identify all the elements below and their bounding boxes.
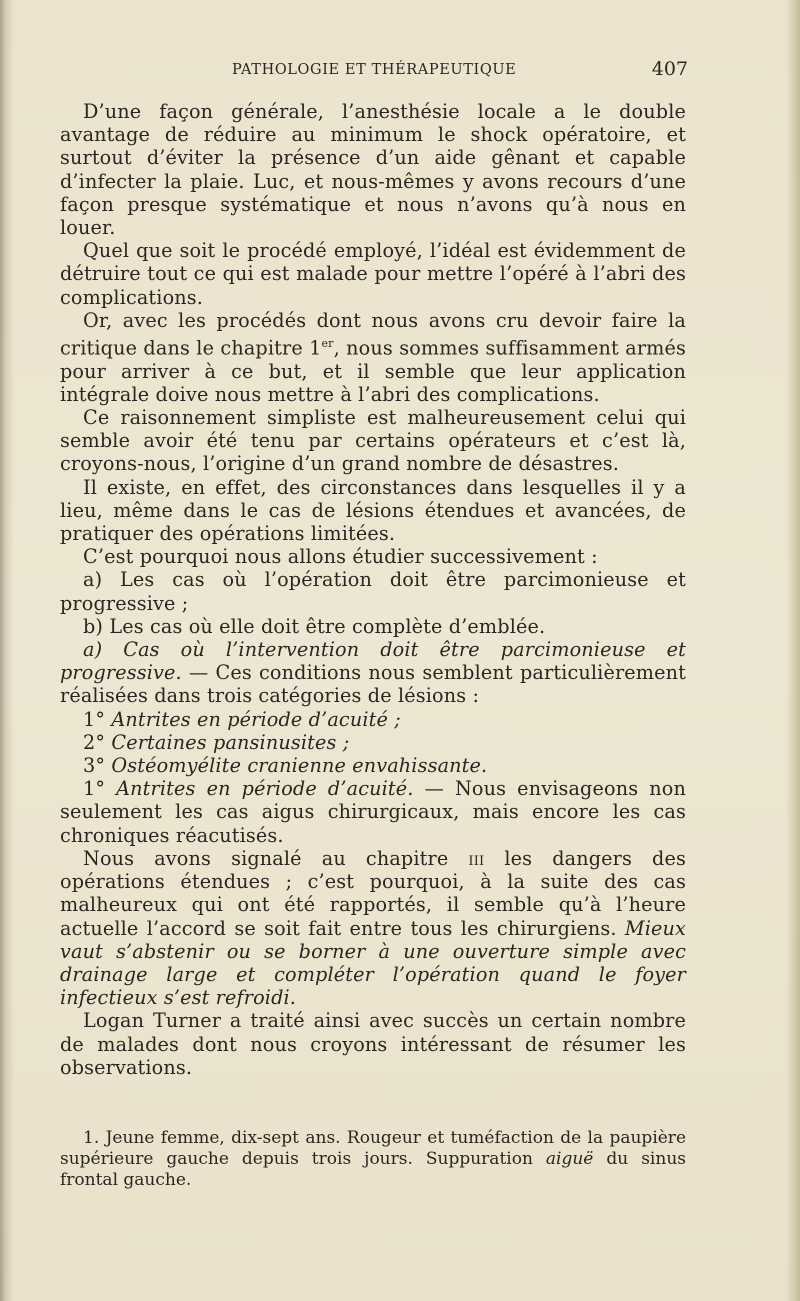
category-item: 1° Antrites en période d’acuité ; bbox=[83, 707, 401, 731]
paragraph: Quel que soit le procédé employé, l’idéal est évidemment de détruire tout ce qui est malade pour mettre l’opéré à l’abri des complications. bbox=[60, 239, 686, 309]
page-edge-shadow bbox=[786, 0, 800, 1301]
emphasis: Mieux vaut s’abstenir ou se borner à une ouverture simple avec drainage large et compléter l’opération quand le foyer infectieux s’est refroidi. bbox=[60, 916, 686, 1010]
running-head: PATHOLOGIE ET THÉRAPEUTIQUE bbox=[232, 62, 517, 78]
category-item: 2° Certaines pansinusites ; bbox=[83, 730, 350, 754]
section-heading-paragraph: a) Cas où l’intervention doit être parcimonieuse et progressive. — Ces conditions nous semblent particulièrement réalisées dans trois catégories de lésions : bbox=[60, 638, 686, 708]
subsection-paragraph: 1° Antrites en période d’acuité. — Nous envisageons non seulement les cas aigus chirurgicaux, mais encore les cas chroniques réacutisés. bbox=[60, 777, 686, 847]
paragraph: Logan Turner a traité ainsi avec succès un certain nombre de malades dont nous croyons intéressant de résumer les observations. bbox=[60, 1009, 686, 1079]
superscript: er bbox=[321, 337, 334, 351]
section-title: Cas où l’intervention doit être parcimonieuse et progressive. bbox=[60, 638, 686, 685]
paragraph: Or, avec les procédés dont nous avons cru devoir faire la critique dans le chapitre 1er, nous sommes suffisamment armés pour arriver à ce but, et il semble que leur application intégrale doive nous mettre à l’abri des complications. bbox=[60, 308, 686, 406]
paragraph: Nous avons signalé au chapitre iii les dangers des opérations étendues ; c’est pourquoi, à la suite des cas malheureux qui ont été rapportés, il semble qu’à l’heure actuelle l’accord se soit fait entre tous les chirurgiens. Mieux vaut s’abstenir ou se borner à une ouverture simple avec drainage large et compléter l’opération quand le foyer infectieux s’est refroidi. bbox=[60, 846, 686, 1010]
paragraph: D’une façon générale, l’anesthésie locale a le double avantage de réduire au minimum le shock opératoire, et surtout d’éviter la présence d’un aide gênant et capable d’infecter la plaie. Luc, et nous-mêmes y avons recours d’une façon presque systématique et nous n’avons qu’à nous en louer. bbox=[60, 100, 686, 240]
page-header bbox=[60, 58, 688, 86]
list-item: a) Les cas où l’opération doit être parcimonieuse et progressive ; bbox=[60, 568, 686, 615]
paragraph: C’est pourquoi nous allons étudier successivement : bbox=[83, 545, 598, 569]
observation-note: 1. Jeune femme, dix-sept ans. Rougeur et tuméfaction de la paupière supérieure gauche depuis trois jours. Suppuration aiguë du sinus frontal gauche. bbox=[60, 1128, 686, 1190]
paragraph: Ce raisonnement simpliste est malheureusement celui qui semble avoir été tenu par certains opérateurs et c’est là, croyons-nous, l’origine d’un grand nombre de désastres. bbox=[60, 406, 686, 476]
chapter-numeral: iii bbox=[468, 846, 485, 870]
list-item: b) Les cas où elle doit être complète d’emblée. bbox=[83, 614, 546, 638]
category-item: 3° Ostéomyélite cranienne envahissante. bbox=[83, 754, 488, 778]
body-text bbox=[60, 100, 686, 1079]
section-label: a) bbox=[83, 638, 124, 662]
page-number: 407 bbox=[651, 58, 688, 80]
subsection-title: Antrites en période d’acuité. bbox=[116, 777, 414, 801]
paragraph: Il existe, en effet, des circonstances dans lesquelles il y a lieu, même dans le cas de lésions étendues et avancées, de pratiquer des opérations limitées. bbox=[60, 475, 686, 546]
